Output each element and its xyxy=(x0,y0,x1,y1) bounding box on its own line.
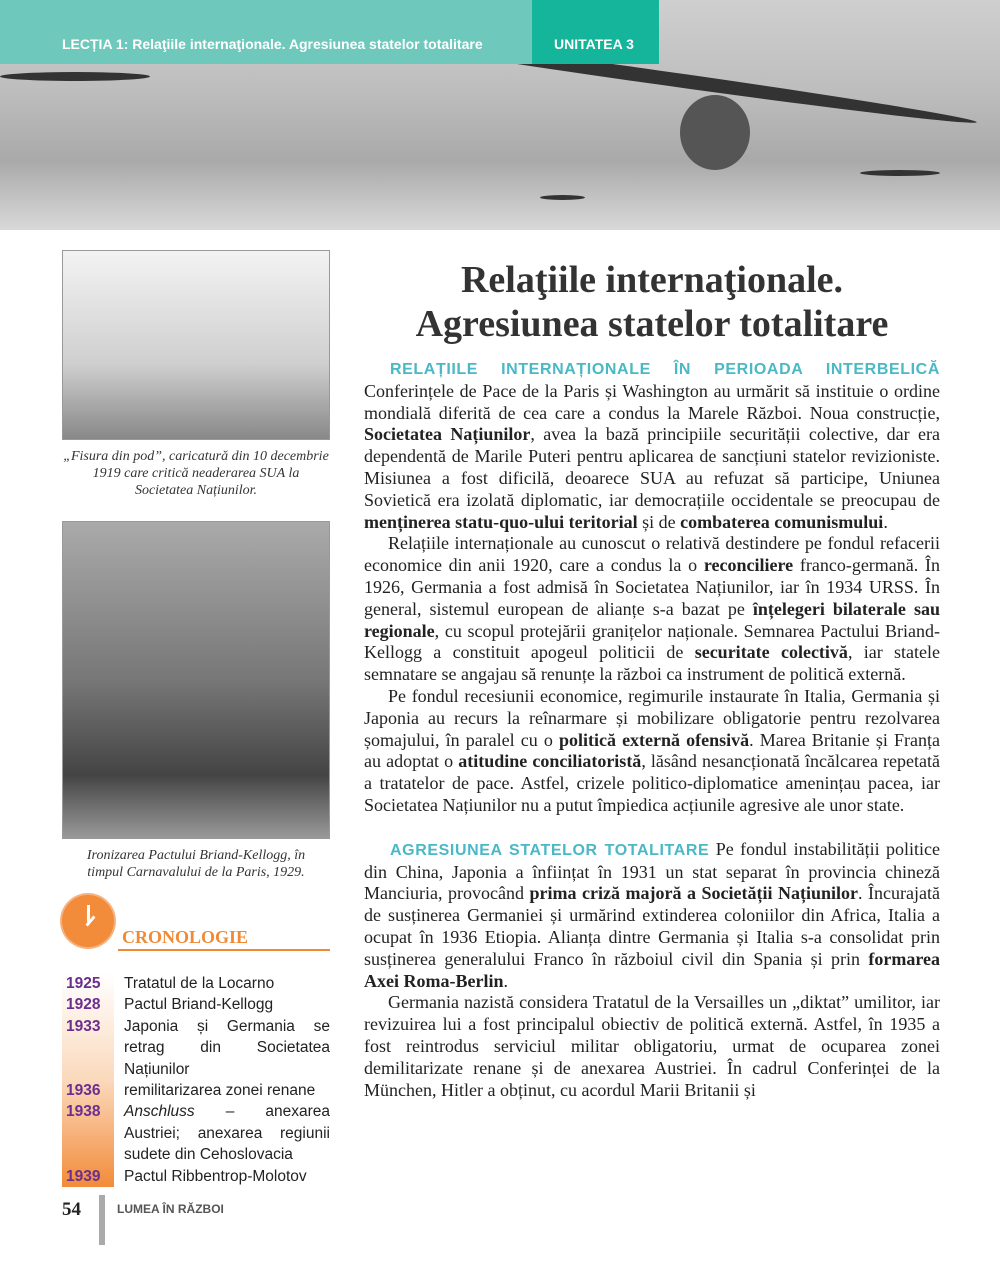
cronologie-title: CRONOLOGIE xyxy=(122,927,249,947)
text-run: franco-germană. În 1926, Germania a fost admisă în Societatea Națiunilor, iar în 1934 URSS. În general, sistemul european de alianțe s-a bazat pe xyxy=(364,555,940,619)
event-text: Pactul Briand-Kellogg xyxy=(124,996,274,1014)
paragraph xyxy=(364,686,940,817)
event-text: Pactul Ribbentrop-Molotov xyxy=(124,1167,307,1185)
year: 1933 xyxy=(66,1017,101,1035)
text-run: . xyxy=(883,511,888,532)
cronologie-list xyxy=(62,973,330,1187)
year: 1939 xyxy=(66,1167,101,1185)
bold-term: atitudine conciliatoristă xyxy=(458,751,642,772)
bold-term: menținerea statu-quo-ului teritorial xyxy=(364,511,638,532)
cronologie-header xyxy=(62,895,330,955)
carnival-caption: Ironizarea Pactului Briand-Kellogg, în timpul Carnavalului de la Paris, 1929. xyxy=(86,848,306,880)
bold-term: prima criză majoră a Societății Națiunilor xyxy=(529,883,859,904)
cronologie-item xyxy=(66,973,330,994)
page-number: 54 xyxy=(62,1199,81,1221)
text-run: Relațiile internaționale au cunoscut o relativă destindere pe fondul refacerii economice din anii 1920, care a condus la o xyxy=(364,533,940,576)
text-run: Pe fondul instabilității politice din China, Japonia a înființat în 1931 un stat separat în provincia chineză Manciuria, provocând xyxy=(364,838,940,904)
title-line-1: Relaţiile internaţionale. xyxy=(460,259,844,301)
paragraph xyxy=(364,533,940,686)
text-run: Conferințele de Pace de la Paris și Washington au urmărit să instituie o ordine mondială diferită de cea care a condus la Marele Război. Noua construcție, xyxy=(364,380,940,423)
event-text: remilitarizarea zonei renane xyxy=(124,1082,316,1100)
event xyxy=(124,994,330,1015)
bold-term: formarea Axei Roma-Berlin xyxy=(364,948,940,991)
cartoon-image xyxy=(62,250,330,440)
title-line-2: Agresiunea statelor totalitare xyxy=(415,303,889,345)
text-run: , avea la bază principiile securității colective, dar era dependentă de Marile Puteri pentru aplicarea de sancțiuni statelor revizioniste. Misiunea a fost dificilă, deoarece SUA au refuzat să participe, Uniunea Sovietică era izolată diplomatic, iar democrațiile occidentale se preocupau de xyxy=(364,424,940,510)
year: 1936 xyxy=(66,1082,101,1100)
event-italic: Anschluss xyxy=(124,1103,195,1121)
cronologie-item xyxy=(66,1016,330,1080)
footer-section: LUMEA ÎN RĂZBOI xyxy=(117,1202,224,1217)
section-interwar xyxy=(364,358,940,817)
cronologie-divider xyxy=(118,949,330,951)
paragraph xyxy=(364,839,940,993)
event xyxy=(124,973,330,994)
footer-bar xyxy=(99,1195,105,1245)
cronologie-box xyxy=(62,973,330,1187)
event xyxy=(124,1016,330,1080)
page-footer xyxy=(62,1195,330,1245)
lesson-title-bar: LECȚIA 1: Relaţiile internaţionale. Agresiunea statelor totalitare xyxy=(0,0,532,64)
bold-term: Societatea Națiunilor xyxy=(364,424,531,445)
cronologie-item xyxy=(66,1080,330,1101)
paragraph xyxy=(364,992,940,1101)
cronologie-item xyxy=(66,1101,330,1165)
event xyxy=(124,1166,330,1187)
text-run: , iar statele semnatare se angajau să renunțe la război ca instrument de politică externă. xyxy=(364,642,940,685)
unit-label: UNITATEA 3 xyxy=(532,0,659,64)
section-heading: RELAȚIILE INTERNAȚIONALE ÎN PERIOADA INTERBELICĂ xyxy=(390,361,940,378)
event-text: Japonia și Germania se retrag din Societatea Națiunilor xyxy=(124,1017,330,1078)
year: 1925 xyxy=(66,975,101,992)
event-text: Tratatul de la Locarno xyxy=(124,975,275,992)
carnival-photo xyxy=(62,521,330,839)
year: 1938 xyxy=(66,1103,101,1121)
section-totalitarian xyxy=(364,839,940,1102)
text-run: Germania nazistă considera Tratatul de la Versailles un „diktat” umilitor, iar revizuirea lui a fost principalul obiectiv de politică externă. Astfel, în 1935 a fost reintrodus serviciul militar obligatoriu, urmat de ocuparea zonei demilitarizate renane și de anexarea Austriei. În cadrul Conferinței de la München, Hitler a obținut, cu acordul Marii Britanii și xyxy=(364,992,940,1100)
bold-term: înțelegeri bilaterale sau regionale xyxy=(364,598,940,641)
event xyxy=(124,1080,330,1101)
right-column xyxy=(352,258,952,1101)
cronologie-item xyxy=(66,994,330,1015)
year: 1928 xyxy=(66,996,101,1014)
text-run: . xyxy=(503,970,508,991)
text-run: Pe fondul recesiunii economice, regimurile instaurate în Italia, Germania și Japonia au recurs la reînarmare și mobilizare obligatorie pentru rezolvarea șomajului, în paralel cu o xyxy=(364,685,940,750)
clock-icon xyxy=(62,895,114,947)
bold-term: politică externă ofensivă xyxy=(558,729,750,750)
text-run: . Marea Britanie și Franța au adoptat o xyxy=(364,729,940,772)
paragraph xyxy=(364,358,940,533)
event xyxy=(124,1101,330,1165)
text-run: și de xyxy=(637,511,681,532)
cronologie-item xyxy=(66,1166,330,1187)
page-title xyxy=(352,258,952,346)
text-run: . Încurajată de susținerea Germaniei și urmărind extinderea coloniilor din Africa, Italia a ocupat în 1936 Etiopia. Alianța dintre Germania și Italia s-a consolidat prin susținerea generalului Franco în războiul civil din Spania și prin xyxy=(364,883,940,969)
section-heading: AGRESIUNEA STATELOR TOTALITARE xyxy=(390,841,710,859)
text-run: , cu scopul protejării granițelor naționale. Semnarea Pactului Briand-Kellogg a constituit apogeul politicii de xyxy=(364,620,940,663)
left-column xyxy=(62,250,330,1245)
bold-term: securitate colectivă xyxy=(694,642,848,663)
bold-term: reconciliere xyxy=(703,555,794,576)
cartoon-caption: „Fisura din pod”, caricatură din 10 decembrie 1919 care critică neaderarea SUA la Societatea Națiunilor. xyxy=(63,449,329,498)
text-run: , lăsând nesancționată încălcarea repetată a tratatelor de pace. Astfel, crizele politico-diplomatice amenințau pacea, iar Societatea Națiunilor nu a putut împiedica acțiunile agresive ale unor state. xyxy=(364,751,940,815)
event-text: – anexarea Austriei; anexarea regiunii sudete din Cehoslovacia xyxy=(124,1103,330,1164)
bold-term: combaterea comunismului xyxy=(680,511,884,532)
